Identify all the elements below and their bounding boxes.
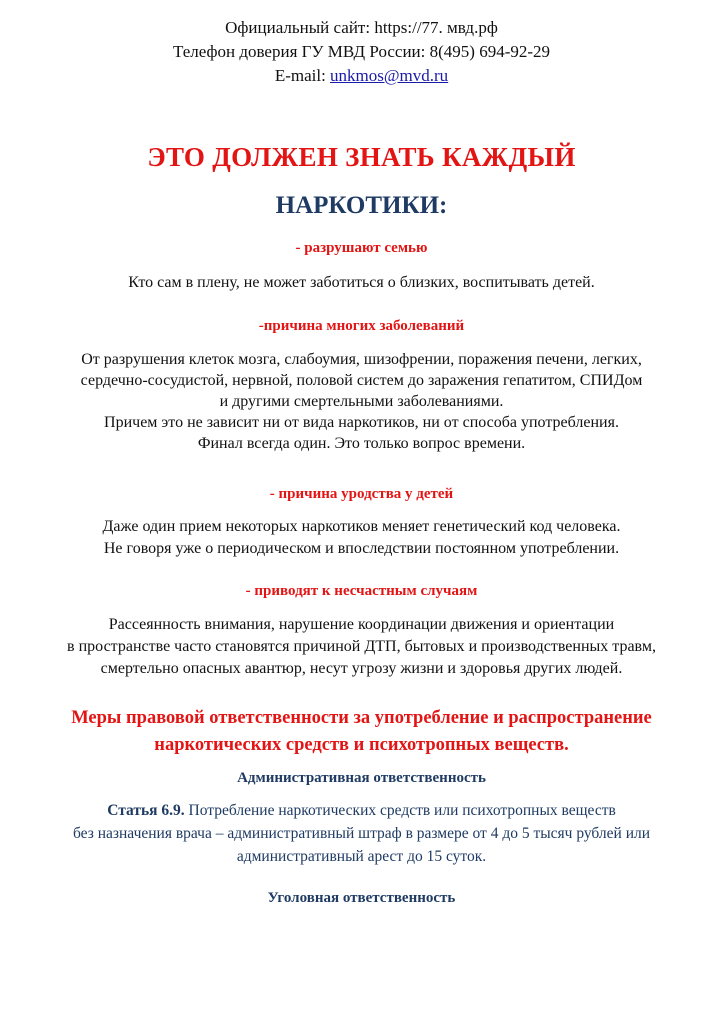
legal-heading-line: наркотических средств и психотропных веществ. (154, 735, 569, 755)
section-text-line: От разрушения клеток мозга, слабоумия, шизофрении, поражения печени, легких, (81, 351, 642, 368)
section-text-line: Причем это не зависит ни от вида наркотиков, ни от способа употребления. (104, 414, 619, 431)
article-line: без назначения врача – административный штраф в размере от 4 до 5 тысяч рублей или (72, 825, 651, 842)
email-label: E-mail: (274, 66, 331, 85)
section-text-line: Не говоря уже о периодическом и впоследствии постоянном употреблении. (103, 540, 620, 557)
article-line: административный арест до 15 суток. (236, 848, 487, 865)
section-text-line: Кто сам в плену, не может заботиться о близких, воспитывать детей. (128, 274, 595, 291)
section-text-line: в пространстве часто становятся причиной ДТП, бытовых и производственных травм, (67, 638, 656, 655)
section-heading-diseases: -причина многих заболеваний (258, 318, 465, 334)
official-site-line: Официальный сайт: https://77. мвд.рф (225, 18, 498, 37)
administrative-heading: Административная ответственность (237, 770, 486, 786)
legal-heading-line: Меры правовой ответственности за употребление и распространение (71, 708, 652, 728)
page-title: ЭТО ДОЛЖЕН ЗНАТЬ КАЖДЫЙ (147, 142, 576, 172)
page-subtitle: НАРКОТИКИ: (275, 192, 448, 219)
article-label: Статья 6.9. (107, 802, 185, 819)
section-heading-children: - причина уродства у детей (269, 486, 454, 502)
email-link[interactable]: unkmos@mvd.ru (330, 66, 449, 85)
section-text-line: и другими смертельными заболеваниями. (219, 393, 504, 410)
hotline-phone-line: Телефон доверия ГУ МВД России: 8(495) 694-92-29 (172, 42, 551, 61)
article-text: Потребление наркотических средств или психотропных веществ (184, 802, 616, 819)
article-line (0, 800, 723, 822)
email-line (0, 66, 723, 86)
section-heading-family: - разрушают семью (295, 240, 428, 256)
section-text-line: сердечно-сосудистой, нервной, половой систем до заражения гепатитом, СПИДом (80, 372, 643, 389)
criminal-heading: Уголовная ответственность (267, 890, 456, 906)
section-text-line: Финал всегда один. Это только вопрос времени. (197, 435, 526, 452)
section-text-line: Даже один прием некоторых наркотиков меняет генетический код человека. (102, 518, 621, 535)
section-text-line: Рассеянность внимания, нарушение координации движения и ориентации (108, 616, 615, 633)
section-text-line: смертельно опасных авантюр, несут угрозу жизни и здоровья других людей. (100, 660, 623, 677)
section-heading-accidents: - приводят к несчастным случаям (245, 583, 478, 599)
